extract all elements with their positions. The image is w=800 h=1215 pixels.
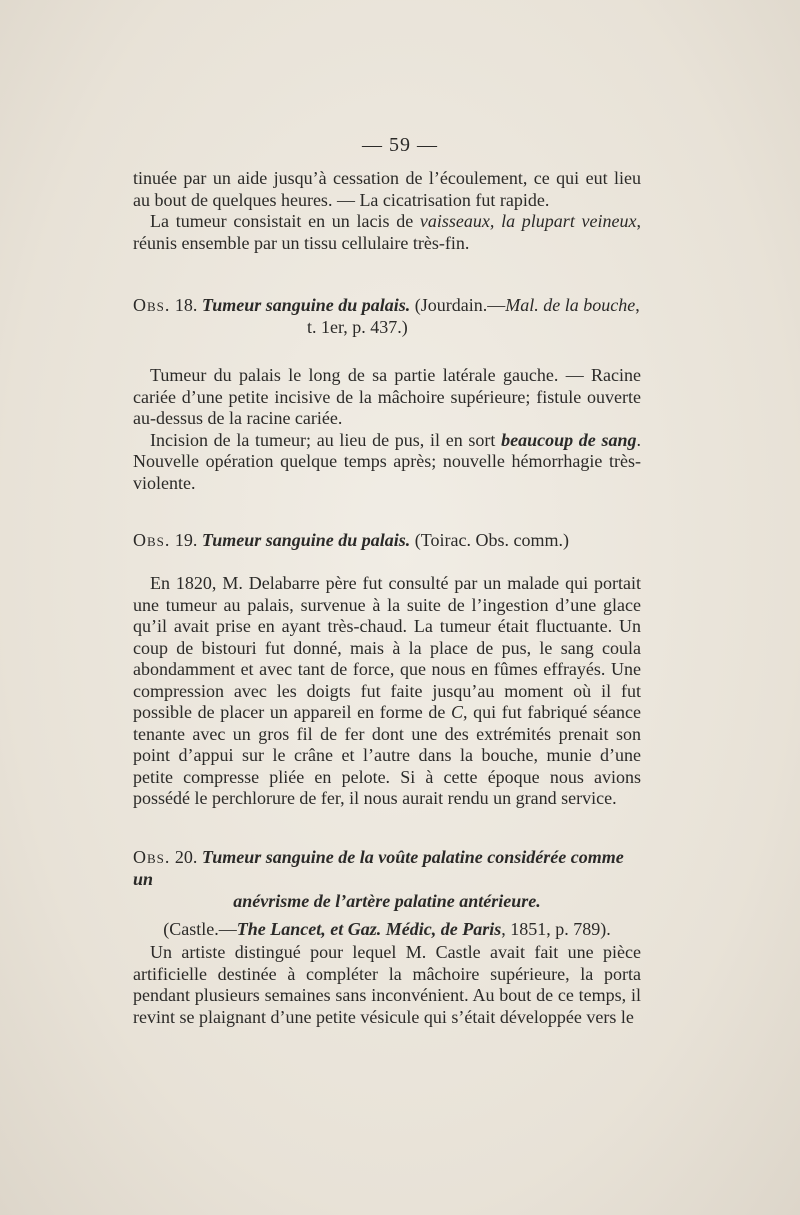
obs18-label: Obs. [133,295,171,315]
obs18-heading [133,294,641,338]
obs18-paragraph-2-italic: beaucoup de sang [501,429,637,450]
obs20-source [133,918,641,940]
obs20-heading [133,846,641,940]
obs18-paragraph-1: Tumeur du palais le long de sa partie latérale gauche. — Racine cariée d’une petite incisive de la mâchoire supérieure; fistule ouverte au-dessus de la racine cariée. [133,365,641,428]
obs20-source-c: , 1851, p. 789). [501,919,611,939]
obs20-body [133,942,641,1028]
obs20-number: 20. [174,847,198,867]
obs18-paragraph-2-a: Incision de la tumeur; au lieu de pus, il en sort [150,429,502,450]
obs19-title: Tumeur sanguine du palais. [201,530,411,550]
obs19-source: (Toirac. Obs. comm.) [414,530,569,550]
obs19-paragraph-1-c: , qui fut fabriqué séance tenante avec un gros fil de fer dont une des extrémités prenait son point d’appui sur le crâne et l’autre dans la bouche, munie d’une petite compresse pliée en pelote. Si à cette époque nous avions possédé le perchlorure de fer, il nous aurait rendu un grand service. [133,702,641,808]
obs20-title-line2: anévrisme de l’artère palatine antérieure. [233,891,541,911]
obs18-paragraph-2 [133,430,641,495]
tumor-description-italic: vaisseaux, la plupart veineux [419,211,637,231]
obs18-source-c: , [635,295,640,315]
obs18-heading-line1 [133,294,641,316]
obs18-source-b: Mal. de la bouche [505,295,636,315]
obs18-number: 18. [174,295,198,315]
obs18-paragraph-2-c: . Nouvelle opération quelque temps après; nouvelle hémorrhagie très-violente. [133,429,641,493]
obs19-paragraph-1-a: En 1820, M. Delabarre père fut consulté par un malade qui portait une tumeur au palais, survenue à la suite de l’ingestion d’une glace qu’il avait prise en ayant très-chaud. La tumeur était fluctuante. Un coup de bistouri fut donné, mais à la place de pus, le sang coula abondamment et avec tant de force, que nous en fûmes effrayés. Une compression avec les doigts fut faite jusqu’au moment où il fut possible de placer un appareil en forme de [133,573,641,722]
obs18-title: Tumeur sanguine du palais. [201,295,411,315]
obs20-paragraph-1: Un artiste distingué pour lequel M. Castle avait fait une pièce artificielle destinée à compléter la mâchoire supérieure, la porta pendant plusieurs semaines sans inconvénient. Au bout de ce temps, il revint se plaignant d’une petite vésicule qui s’était développée vers le [133,942,641,1027]
obs19-body [133,573,641,810]
obs18-heading-line2: t. 1er, p. 437.) [307,317,408,337]
tumor-description-text-a: La tumeur consistait en un lacis de [150,211,420,231]
obs19-paragraph-1 [133,573,641,810]
obs20-source-a: (Castle.— [163,919,237,939]
obs20-source-b: The Lancet, et Gaz. Médic, de Paris [236,919,502,939]
tumor-description-text-c: , réunis ensemble par un tissu cellulaire très-fin. [133,211,641,253]
opening-text [133,168,641,254]
page-number: — 59 — [362,134,438,156]
obs20-heading-line1 [133,846,641,890]
continuation-paragraph: tinuée par un aide jusqu’à cessation de l’écoulement, ce qui eut lieu au bout de quelques heures. — La cicatrisation fut rapide. [133,168,641,210]
obs18-body [133,365,641,494]
obs19-label: Obs. [133,530,171,550]
obs19-paragraph-1-italic: C [451,702,464,722]
tumor-description-paragraph [133,211,641,254]
obs20-title-line1: Tumeur sanguine de la voûte palatine considérée comme un [133,847,624,889]
obs18-source-a: (Jourdain.— [414,295,506,315]
obs19-heading [133,529,641,551]
obs19-number: 19. [174,530,198,550]
obs20-label: Obs. [133,847,171,867]
